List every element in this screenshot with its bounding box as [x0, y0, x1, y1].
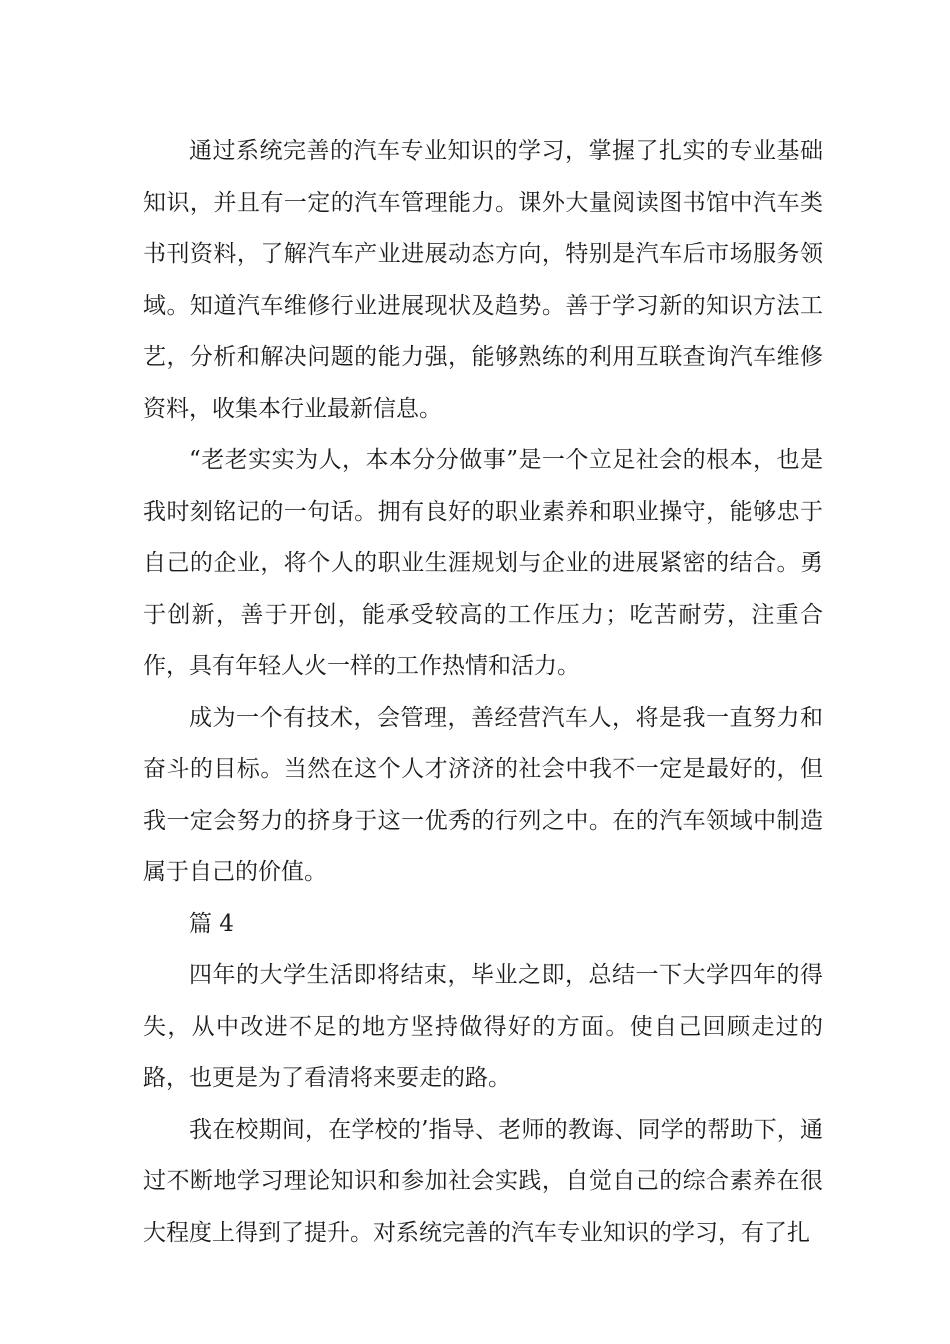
paragraph-graduation-summary: 四年的大学生活即将结束，毕业之即，总结一下大学四年的得失，从中改进不足的地方坚持做得好的方面。使自己回顾走过的路，也更是为了看清将来要走的路。 [143, 962, 823, 1091]
paragraph-professional-knowledge: 通过系统完善的汽车专业知识的学习，掌握了扎实的专业基础知识，并且有一定的汽车管理能力。课外大量阅读图书馆中汽车类书刊资料，了解汽车产业进展动态方向，特别是汽车后市场服务领域。知道汽车维修行业进展现状及趋势。善于学习新的知识方法工艺，分析和解决问题的能力强，能够熟练的利用互联查询汽车维修资料，收集本行业最新信息。 [143, 138, 823, 422]
paragraph-career-goal: 成为一个有技术，会管理，善经营汽车人，将是我一直努力和奋斗的目标。当然在这个人才济济的社会中我不一定是最好的，但我一定会努力的挤身于这一优秀的行列之中。在的汽车领域中制造属于自己的价值。 [143, 704, 823, 885]
document-body [143, 126, 823, 1259]
paragraph-work-attitude: “老老实实为人，本本分分做事”是一个立足社会的根本，也是我时刻铭记的一句话。拥有良好的职业素养和职业操守，能够忠于自己的企业，将个人的职业生涯规划与企业的进展紧密的结合。勇于创新，善于开创，能承受较高的工作压力；吃苦耐劳，注重合作，具有年轻人火一样的工作热情和活力。 [143, 447, 823, 679]
section-heading: 篇 4 [189, 910, 234, 937]
paragraph-school-period: 我在校期间，在学校的’指导、老师的教诲、同学的帮助下，通过不断地学习理论知识和参加社会实践，自觉自己的综合素养在很大程度上得到了提升。对系统完善的汽车专业知识的学习，有了扎 [143, 1116, 823, 1246]
